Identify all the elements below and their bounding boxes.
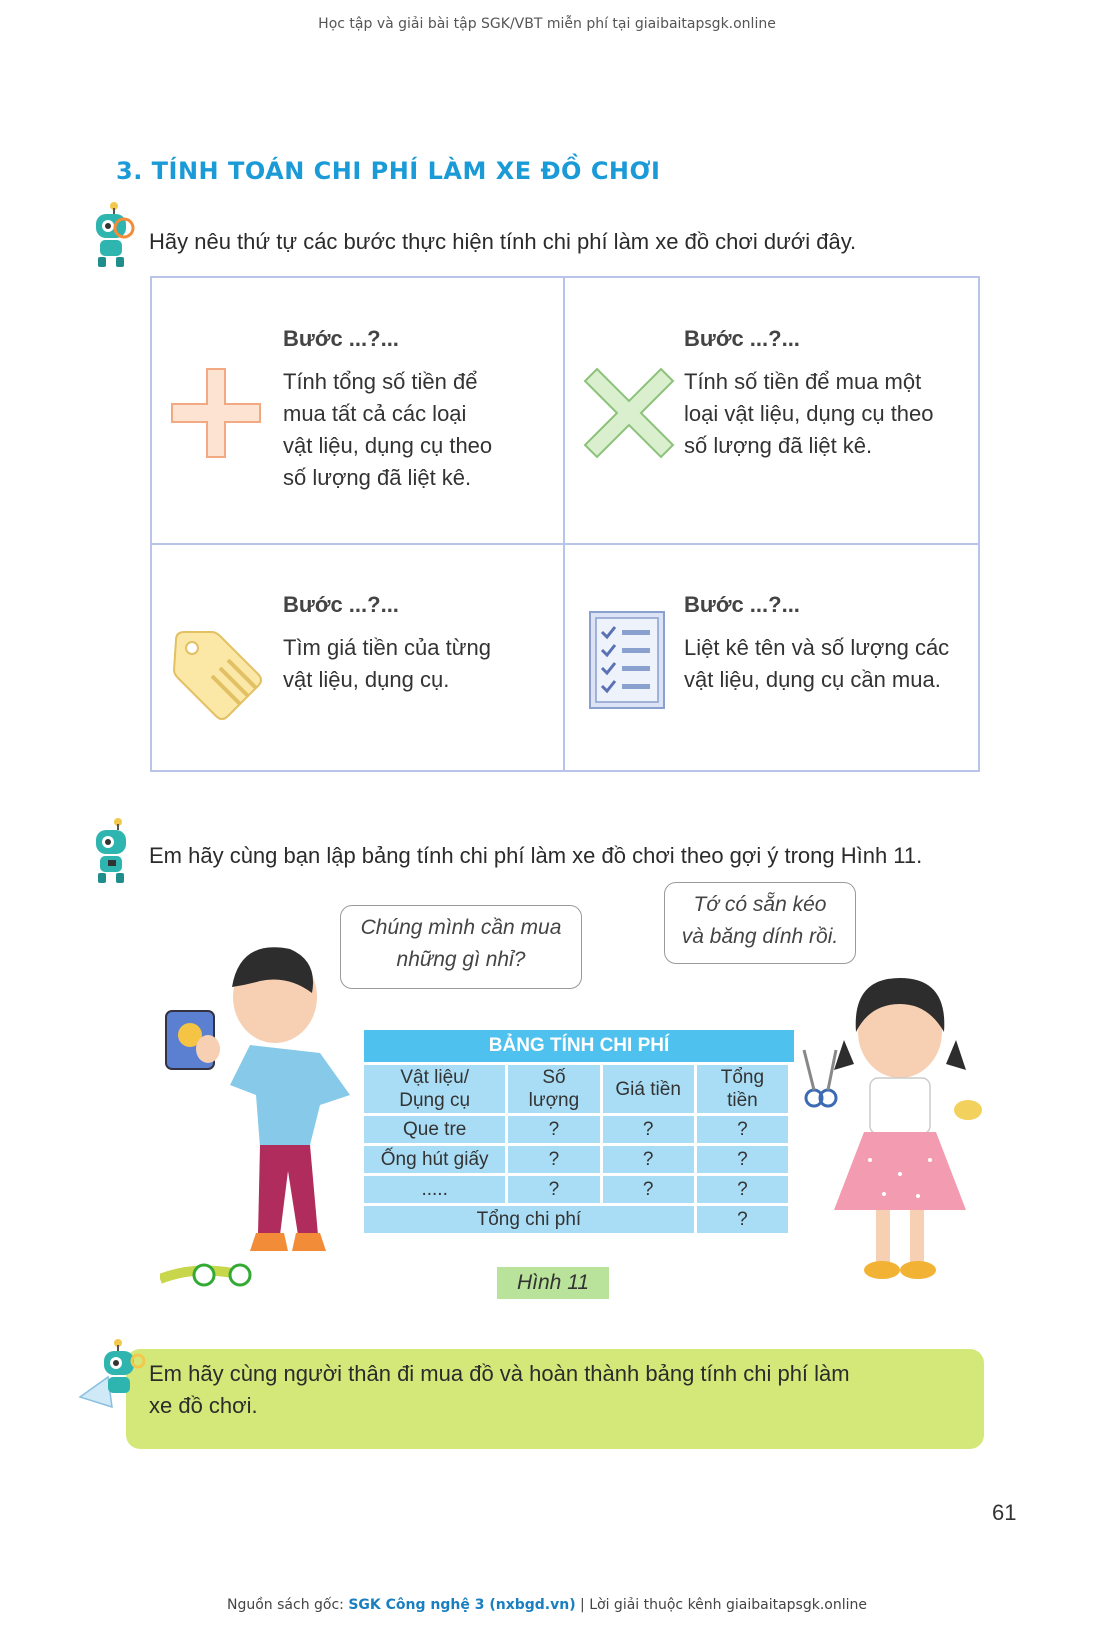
header-line: Số bbox=[542, 1067, 566, 1088]
step-1-title: Bước ...?... bbox=[283, 326, 399, 351]
step-4-title: Bước ...?... bbox=[684, 592, 800, 617]
table-header-cell bbox=[508, 1065, 599, 1113]
plus-icon bbox=[170, 367, 262, 459]
section-title: 3. TÍNH TOÁN CHI PHÍ LÀM XE ĐỒ CHƠI bbox=[116, 157, 661, 185]
table-cell: ? bbox=[603, 1176, 694, 1203]
total-value-cell: ? bbox=[697, 1206, 788, 1233]
table-cell: ..... bbox=[364, 1176, 505, 1203]
step-4-line-1: Liệt kê tên và số lượng các bbox=[684, 635, 950, 660]
footer-source-link[interactable]: SGK Công nghệ 3 (nxbgd.vn) bbox=[348, 1597, 576, 1613]
table-cell: ? bbox=[697, 1176, 788, 1203]
step-1-line-2: mua tất cả các loại bbox=[283, 401, 467, 426]
bubble-girl-line-2: và băng dính rồi. bbox=[681, 925, 839, 948]
step-3-line-1: Tìm giá tiền của từng bbox=[283, 635, 491, 660]
bubble-girl-line-1: Tớ có sẵn kéo bbox=[693, 893, 827, 916]
table-cell: ? bbox=[508, 1146, 599, 1173]
girl-illustration bbox=[800, 960, 1000, 1300]
table-total-row bbox=[364, 1206, 788, 1233]
step-2-line-1: Tính số tiền để mua một bbox=[684, 369, 922, 394]
grid-divider-vertical bbox=[563, 278, 565, 770]
header-line: Giá tiền bbox=[615, 1078, 681, 1100]
checklist-icon bbox=[588, 610, 666, 710]
bubble-boy-line-1: Chúng mình cần mua bbox=[360, 916, 562, 939]
header-note: Học tập và giải bài tập SGK/VBT miễn phí tại giaibaitapsgk.online bbox=[318, 16, 776, 32]
grid-divider-horizontal bbox=[152, 543, 978, 545]
question-1: Hãy nêu thứ tự các bước thực hiện tính chi phí làm xe đồ chơi dưới đây. bbox=[149, 229, 857, 254]
page-number: 61 bbox=[992, 1500, 1017, 1525]
footer-suffix: | Lời giải thuộc kênh giaibaitapsgk.online bbox=[575, 1597, 867, 1613]
header-line: Dụng cụ bbox=[399, 1090, 471, 1111]
table-cell: ? bbox=[697, 1146, 788, 1173]
table-header-cell bbox=[364, 1065, 505, 1113]
step-2-title: Bước ...?... bbox=[684, 326, 800, 351]
table-cell: ? bbox=[603, 1116, 694, 1143]
cost-table bbox=[361, 1062, 791, 1236]
figure-caption: Hình 11 bbox=[497, 1267, 609, 1299]
footer bbox=[0, 1597, 1094, 1613]
cost-table-title: BẢNG TÍNH CHI PHÍ bbox=[364, 1030, 794, 1062]
table-row bbox=[364, 1176, 788, 1203]
table-cell: ? bbox=[508, 1176, 599, 1203]
bubble-boy-line-2: những gì nhỉ? bbox=[396, 948, 526, 971]
table-header-row bbox=[364, 1065, 788, 1113]
table-row bbox=[364, 1146, 788, 1173]
step-3-line-2: vật liệu, dụng cụ. bbox=[283, 667, 450, 692]
question-2: Em hãy cùng bạn lập bảng tính chi phí làm xe đồ chơi theo gợi ý trong Hình 11. bbox=[149, 843, 923, 868]
step-1-line-3: vật liệu, dụng cụ theo bbox=[283, 433, 493, 458]
robot-magnifier-icon bbox=[84, 200, 136, 270]
step-4-line-2: vật liệu, dụng cụ cần mua. bbox=[684, 667, 941, 692]
footer-prefix: Nguồn sách gốc: bbox=[227, 1597, 349, 1613]
speech-bubble-girl bbox=[664, 882, 856, 964]
table-cell: ? bbox=[508, 1116, 599, 1143]
table-cell: Que tre bbox=[364, 1116, 505, 1143]
question-3-line-2: xe đồ chơi. bbox=[149, 1393, 258, 1418]
header-line: tiền bbox=[727, 1090, 758, 1111]
question-3-line-1: Em hãy cùng người thân đi mua đồ và hoàn thành bảng tính chi phí làm bbox=[149, 1361, 850, 1386]
table-header-cell bbox=[603, 1065, 694, 1113]
header-line: Tổng bbox=[720, 1067, 765, 1088]
robot-icon bbox=[84, 816, 136, 886]
table-row bbox=[364, 1116, 788, 1143]
step-1-line-4: số lượng đã liệt kê. bbox=[283, 465, 472, 490]
header-line: lượng bbox=[528, 1090, 580, 1111]
table-cell: Ống hút giấy bbox=[364, 1146, 505, 1173]
boy-illustration bbox=[160, 935, 390, 1295]
table-header-cell bbox=[697, 1065, 788, 1113]
step-2-line-2: loại vật liệu, dụng cụ theo bbox=[684, 401, 934, 426]
multiply-icon bbox=[583, 367, 675, 459]
cost-table-panel bbox=[364, 1030, 794, 1236]
total-label-cell: Tổng chi phí bbox=[364, 1206, 694, 1233]
table-cell: ? bbox=[697, 1116, 788, 1143]
step-3-title: Bước ...?... bbox=[283, 592, 399, 617]
step-1-line-1: Tính tổng số tiền để bbox=[283, 369, 478, 394]
table-cell: ? bbox=[603, 1146, 694, 1173]
price-tag-icon bbox=[168, 626, 266, 724]
steps-grid bbox=[150, 276, 980, 772]
header-line: Vật liệu/ bbox=[400, 1067, 469, 1088]
robot-rocket-icon bbox=[78, 1337, 148, 1417]
step-2-line-3: số lượng đã liệt kê. bbox=[684, 433, 873, 458]
